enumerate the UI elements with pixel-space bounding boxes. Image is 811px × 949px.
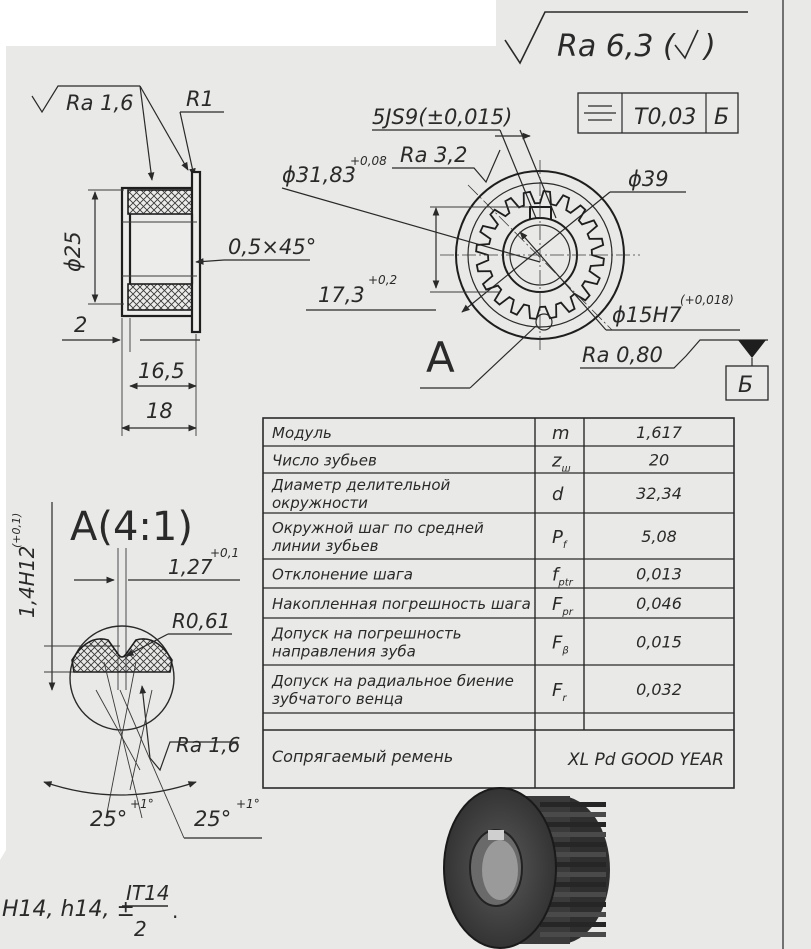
outer-diameter-label: ϕ39 <box>628 167 669 191</box>
param-name: Диаметр делительной <box>272 476 451 494</box>
tooth-depth-tol: (+0,1) <box>10 512 23 548</box>
param-name: Накопленная погрешность шага <box>272 595 531 613</box>
param-name: Число зубьев <box>272 451 377 470</box>
param-symbol: $z_ш$ <box>552 450 571 475</box>
angle-right-tol: +1° <box>236 797 260 811</box>
tooth-roughness-label: Ra 1,6 <box>176 733 241 757</box>
tooth-width-tol: +0,1 <box>210 546 240 560</box>
tolerance-value: T0,03 <box>634 105 697 130</box>
root-radius-label: R0,61 <box>172 609 231 633</box>
fillet-radius-label: R1 <box>186 87 214 111</box>
param-symbol: $f_{ptr}$ <box>552 564 573 589</box>
param-symbol: d <box>552 484 564 505</box>
param-name: зубчатого венца <box>272 690 404 708</box>
pulley-rib <box>540 822 606 827</box>
param-value: 20 <box>648 450 670 470</box>
chamfer-label: 0,5×45° <box>228 235 317 259</box>
bore-diameter-label: ϕ15H7 <box>612 303 682 327</box>
param-name: направления зуба <box>272 642 416 661</box>
flange-thickness-label: 2 <box>74 313 88 337</box>
angle-left-label: 25° <box>90 807 128 831</box>
root-diameter-tol: +0,08 <box>350 154 387 168</box>
hub-length-label: 16,5 <box>138 359 185 383</box>
tolerance-datum: Б <box>714 105 730 130</box>
param-value: 0,032 <box>636 680 682 699</box>
mating-belt-label: Сопрягаемый ремень <box>272 747 454 766</box>
param-symbol: $F_\beta$ <box>552 632 569 657</box>
tooth-width-label: 1,27 <box>168 555 213 579</box>
param-value: 0,013 <box>636 564 682 584</box>
param-symbol: $P_f$ <box>552 527 567 551</box>
param-symbol: $F_{pr}$ <box>552 594 573 618</box>
param-name: Допуск на радиальное биение <box>272 672 514 690</box>
pulley-rib <box>540 922 606 927</box>
note-prefix: H14, h14, ± <box>2 897 135 922</box>
pulley-rib <box>540 802 606 807</box>
svg-text:.: . <box>172 899 179 923</box>
keyway-depth-label: 17,3 <box>318 283 365 307</box>
note-denominator: 2 <box>134 917 147 941</box>
bore-roughness-label: Ra 0,80 <box>582 343 663 367</box>
param-name: Допуск на погрешность <box>272 624 462 643</box>
note-numerator: IT14 <box>126 881 170 905</box>
param-value: 0,015 <box>636 632 682 652</box>
general-roughness-text: Ra 6,3 ( <box>557 29 675 64</box>
keyway-width-label: 5JS9(±0,015) <box>372 105 513 129</box>
angle-right-label: 25° <box>194 807 232 831</box>
param-name: Окружной шаг по средней <box>272 519 484 537</box>
param-name: окружности <box>272 494 368 512</box>
param-value: 5,08 <box>641 527 677 546</box>
datum-label: Б <box>738 373 754 398</box>
tooth-depth-label: 1,4H12 <box>15 545 39 618</box>
bore-outer-diameter: ϕ25 <box>61 231 85 272</box>
param-symbol: $F_r$ <box>552 680 567 704</box>
hub-face-roughness: Ra 1,6 <box>66 91 134 115</box>
param-value: 0,046 <box>636 594 682 613</box>
param-symbol: m <box>552 423 570 444</box>
root-diameter-label: ϕ31,83 <box>282 163 356 187</box>
view-callout-label: A <box>426 333 455 382</box>
bore-diameter-tol: (+0,018) <box>680 293 734 307</box>
keyway-side-roughness: Ra 3,2 <box>400 143 468 167</box>
param-value: 32,34 <box>636 484 682 503</box>
param-name: Отклонение шага <box>272 565 413 584</box>
param-value: 1,617 <box>636 423 682 442</box>
param-name: Модуль <box>272 424 332 442</box>
pulley-photo <box>444 788 610 948</box>
general-roughness-close: ) <box>704 29 716 64</box>
mating-belt-value: XL Pd GOOD YEAR <box>568 750 724 770</box>
pulley-rib <box>540 812 606 817</box>
total-length-label: 18 <box>146 399 173 423</box>
param-name: линии зубьев <box>272 537 379 555</box>
detail-title: A(4:1) <box>70 504 193 550</box>
angle-left-tol: +1° <box>130 797 154 811</box>
pulley-rib <box>540 932 606 937</box>
pulley-rib <box>540 912 606 917</box>
keyway-depth-tol: +0,2 <box>368 273 398 287</box>
